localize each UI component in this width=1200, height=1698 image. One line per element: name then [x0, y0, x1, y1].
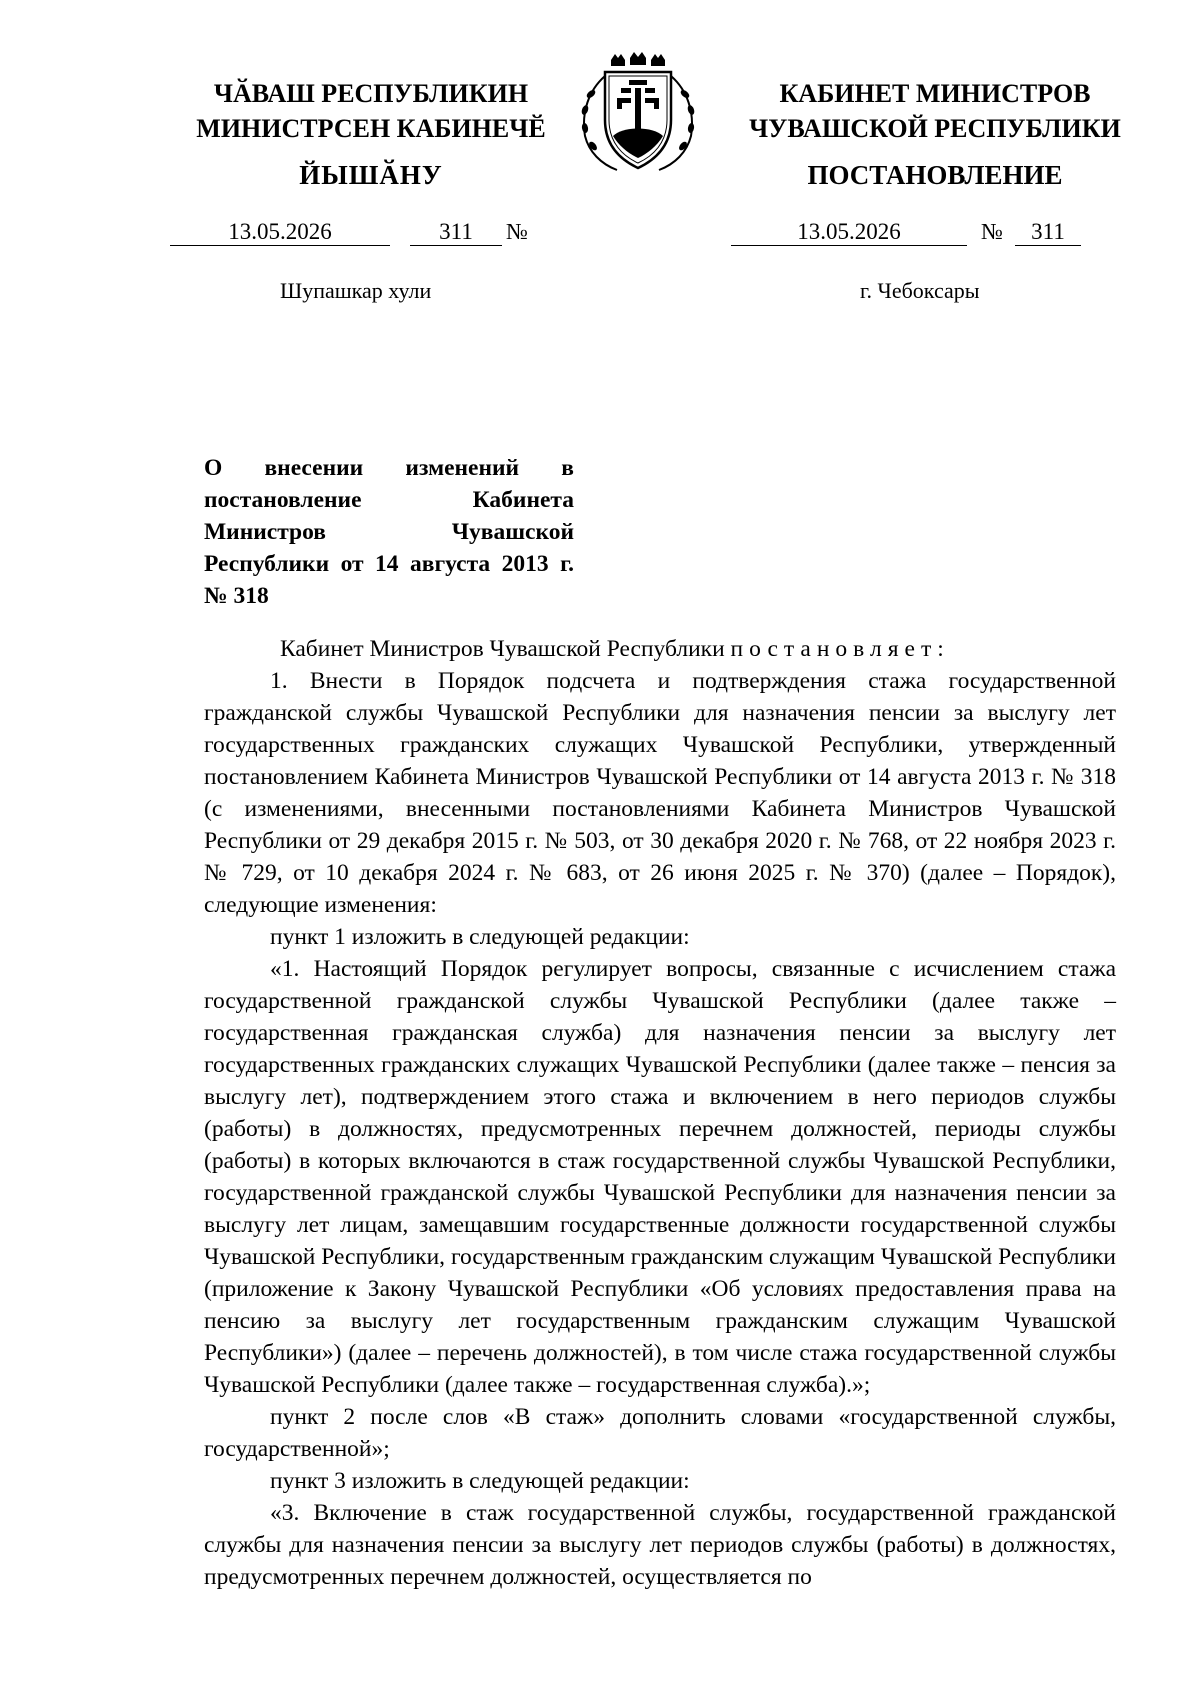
header-right-doc-type: ПОСТАНОВЛЕНИЕ — [807, 160, 1063, 190]
place-left: Шупашкар хули — [280, 278, 432, 303]
date-field-left: 13.05.2026 — [170, 219, 390, 246]
paragraph-1: 1. Внести в Порядок подсчета и подтверждения стажа государственной гражданской службы Чувашской Республики для назначения пенсии за выслугу лет государственных гражданских служащих Чувашской Республики, утвержденный постановлением Кабинета Министров Чувашской Республики от 14 августа 2013 г. № 318 (с изменениями, внесенными постановлениями Кабинета Министров Чувашской Республики от 29 декабря 2015 г. № 503, от 30 декабря 2020 г. № 768, от 22 ноября 2023 г. № 729, от 10 декабря 2024 г. № 683, от 26 июня 2025 г. № 370) (далее – Порядок), следующие изменения: — [204, 668, 1116, 918]
chuvash-coat-of-arms-icon — [567, 50, 709, 180]
intro-resolves: постановляет: — [730, 636, 950, 662]
number-sign-right: № — [981, 219, 1003, 244]
dateline-right — [731, 219, 1141, 249]
paragraph-3: «1. Настоящий Порядок регулирует вопросы, связанные с исчислением стажа государственной гражданской службы Чувашской Республики (далее также – государственная гражданская служба) для назначения пенсии за выслугу лет государственных гражданских служащих Чувашской Республики (далее также – пенсия за выслугу лет), подтверждением этого стажа и включением в него периодов службы (работы) в должностях, предусмотренных перечнем должностей, периоды службы (работы) в которых включаются в стаж государственной службы Чувашской Республики, государственной гражданской службы Чувашской Республики для назначения пенсии за выслугу лет лицам, замещавшим государственные должности государственной службы Чувашской Республики, государственным гражданским служащим Чувашской Республики (приложение к Закону Чувашской Республики «Об условиях предоставления права на пенсию за выслугу лет государственным гражданским служащим Чувашской Республики») (далее – перечень должностей), в том числе стажа государственной службы Чувашской Республики (далее также – государственная служба).»; — [204, 956, 1116, 1398]
document-body — [204, 633, 1116, 1593]
paragraph-6: «3. Включение в стаж государственной службы, государственной гражданской службы для назначения пенсии за выслугу лет периодов службы (работы) в должностях, предусмотренных перечнем должностей, осуществляется по — [204, 1500, 1116, 1590]
header-left-org — [185, 76, 557, 146]
header-right-line2: ЧУВАШСКОЙ РЕСПУБЛИКИ — [749, 114, 1121, 143]
header-right-org — [725, 76, 1145, 146]
dateline-left — [170, 219, 570, 249]
number-field-left: 311 — [410, 219, 502, 246]
date-field-right: 13.05.2026 — [731, 219, 967, 246]
intro-text: Кабинет Министров Чувашской Республики — [280, 636, 731, 662]
header-left-line1: ЧӐВАШ РЕСПУБЛИКИН — [213, 79, 529, 108]
header-left-line2: МИНИСТРСЕН КАБИНЕЧӖ — [196, 114, 546, 143]
intro-paragraph — [204, 633, 1116, 665]
number-field-right: 311 — [1015, 219, 1081, 246]
paragraph-4: пункт 2 после слов «В стаж» дополнить словами «государственной службы, государственной»; — [204, 1404, 1116, 1462]
document-title: О внесении изменений в постановление Кабинета Министров Чувашской Республики от 14 августа 2013 г. № 318 — [204, 455, 574, 609]
paragraph-2: пункт 1 изложить в следующей редакции: — [270, 924, 690, 950]
number-sign-left: № — [506, 219, 528, 244]
header-right-line1: КАБИНЕТ МИНИСТРОВ — [779, 79, 1091, 108]
place-right: г. Чебоксары — [860, 278, 980, 303]
header-left-doc-type: ЙЫШӐНУ — [299, 160, 443, 190]
paragraph-5: пункт 3 изложить в следующей редакции: — [270, 1468, 690, 1494]
